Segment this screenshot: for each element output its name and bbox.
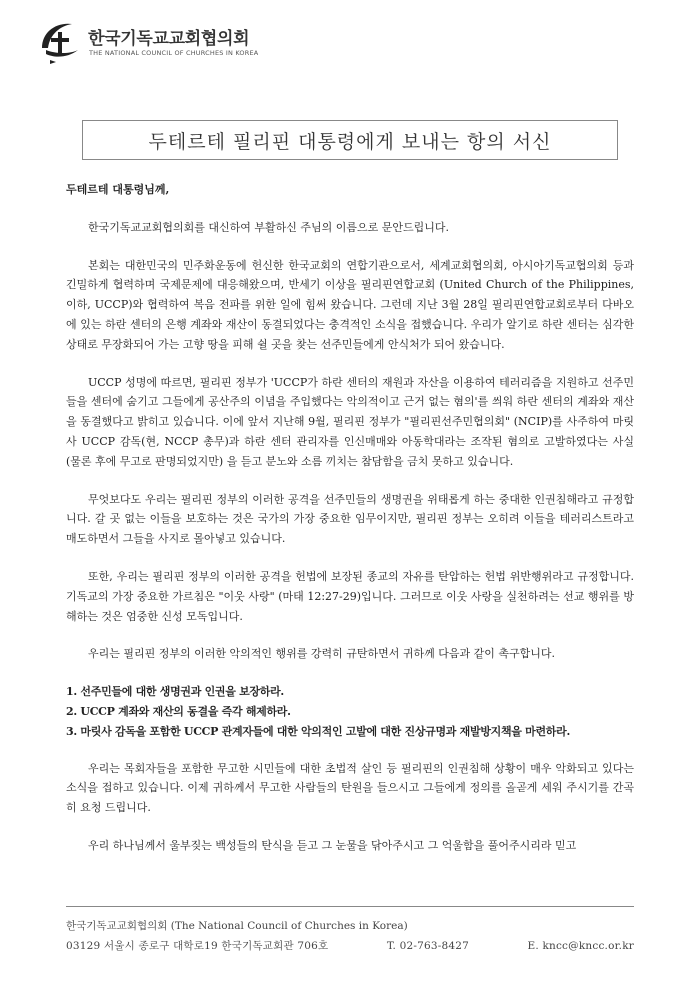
footer-address: 03129 서울시 종로구 대학로19 한국기독교회관 706호 xyxy=(66,940,329,952)
org-name-english: THE NATIONAL COUNCIL OF CHURCHES IN KOREA xyxy=(89,49,259,57)
paragraph-request: 우리는 목회자들을 포함한 무고한 시민들에 대한 초법적 살인 등 필리핀의 인권침해 상황이 매우 악화되고 있다는 소식을 접하고 있습니다. 이제 귀하께서 무고한 사람들의 탄원을 들으시고 그들에게 정의를 올곧게 세워 주시기를 간곡히 요청 드립니다. xyxy=(66,761,634,815)
demand-item: 3. 마릿사 감독을 포함한 UCCP 관계자들에 대한 악의적인 고발에 대한 진상규명과 재발방지책을 마련하라. xyxy=(66,724,570,738)
salutation: 두테르테 대통령님께, xyxy=(66,183,170,196)
footer xyxy=(66,916,634,956)
demand-item: 1. 선주민들에 대한 생명권과 인권을 보장하라. xyxy=(66,685,284,699)
footer-contact xyxy=(66,936,634,956)
paragraph-greeting: 한국기독교교회협의회를 대신하여 부활하신 주님의 이름으로 문안드립니다. xyxy=(88,220,450,234)
demand-item: 2. UCCP 계좌와 재산의 동결을 즉각 해제하라. xyxy=(66,704,291,718)
paragraph-closing: 우리 하나님께서 울부짖는 백성들의 탄식을 듣고 그 눈물을 닦아주시고 그 억울함을 풀어주시리라 믿고 xyxy=(88,838,577,852)
paragraph-uccp-statement: UCCP 성명에 따르면, 필리핀 정부가 'UCCP가 하란 센터의 재원과 자산을 이용하여 테러리즘을 지원하고 선주민들을 센터에 숨기고 그들에게 공산주의 이념을 주입했다는 악의적이고 근거 없는 혐의'를 씌워 하란 센터의 계좌와 재산을 동결했다고 밝히고 있습니다. 이에 앞서 지난해 9월, 필리핀 정부가 "필리핀선주민협의회" (NCIP)를 사주하여 마릿사 UCCP 감독(현, NCCP 총무)과 하란 센터 관리자를 인신매매와 아동학대라는 조작된 혐의로 고발하였다는 사실 (물론 후에 무고로 판명되었지만) 을 듣고 분노와 소름 끼치는 참담함을 금치 못하고 있습니다. xyxy=(66,375,634,468)
letter-title: 두테르테 필리핀 대통령에게 보내는 항의 서신 xyxy=(148,130,552,153)
footer-phone: T. 02-763-8427 xyxy=(386,940,469,952)
paragraph-human-rights: 무엇보다도 우리는 필리핀 정부의 이러한 공격을 선주민들의 생명권을 위태롭게 하는 중대한 인권침해라고 규정합니다. 갈 곳 없는 이들을 보호하는 것은 국가의 가장 중요한 임무이지만, 필리핀 정부는 오히려 이들을 테러리스트라고 매도하면서 그들을 사지로 몰아넣고 있습니다. xyxy=(66,492,634,546)
letter-body xyxy=(66,180,634,874)
paragraph-demand-intro: 우리는 필리핀 정부의 이러한 악의적인 행위를 강력히 규탄하면서 귀하께 다음과 같이 촉구합니다. xyxy=(88,647,555,661)
footer-org: 한국기독교교회협의회 (The National Council of Churches in Korea) xyxy=(66,920,408,932)
footer-divider xyxy=(66,906,634,907)
paragraph-religious-freedom: 또한, 우리는 필리핀 정부의 이러한 공격을 헌법에 보장된 종교의 자유를 탄압하는 헌법 위반행위라고 규정합니다. 기독교의 가장 중요한 가르침은 "이웃 사랑" (마태 12:27-29)입니다. 그러므로 이웃 사랑을 실천하려는 선교 행위를 방해하는 것은 엄중한 신성 모독입니다. xyxy=(66,569,634,623)
org-name-korean: 한국기독교교회협의회 xyxy=(88,29,250,49)
ncck-logo-icon xyxy=(36,18,84,66)
title-box xyxy=(82,120,618,160)
paragraph-background: 본회는 대한민국의 민주화운동에 헌신한 한국교회의 연합기관으로서, 세계교회협의회, 아시아기독교협의회 등과 긴밀하게 협력하며 국제문제에 대응해왔으며, 반세기 이상을 필리핀연합교회 (United Church of the Philippines, 이하, UCCP)와 협력하여 복음 전파를 위한 일에 힘써 왔습니다. 그런데 지난 3월 28일 필리핀연합교회로부터 다바오에 있는 하란 센터의 은행 계좌와 재산이 동결되었다는 충격적인 소식을 접했습니다. 우리가 알기로 하란 센터는 심각한 상태로 무장화되어 가는 고향 땅을 피해 쉴 곳을 찾는 선주민들에게 안식처가 되어 왔습니다. xyxy=(66,258,634,351)
footer-email: E. kncc@kncc.or.kr xyxy=(527,940,634,952)
demands-list xyxy=(66,682,634,741)
